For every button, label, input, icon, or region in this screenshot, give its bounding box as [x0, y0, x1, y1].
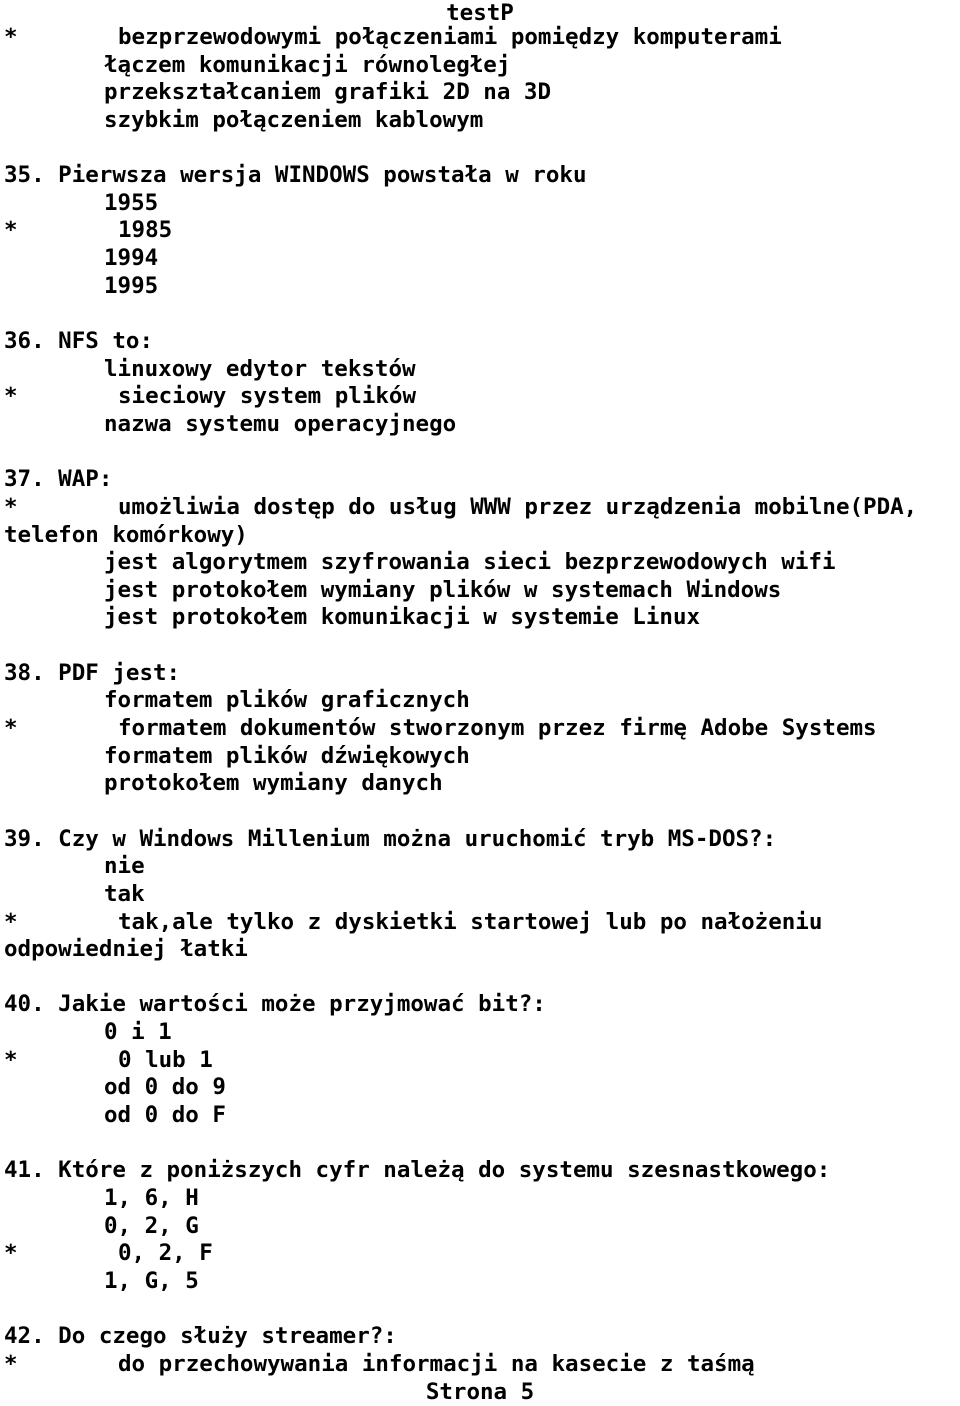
answer-text: linuxowy edytor tekstów [104, 355, 416, 382]
answer-text: 1985 [118, 217, 173, 244]
answer-text: szybkim połączeniem kablowym [104, 106, 484, 133]
answer-text: 0, 2, G [104, 1212, 199, 1239]
answer-option [4, 190, 960, 218]
answer-text: łączem komunikacji równoległej [104, 51, 511, 78]
answer-text: tak,ale tylko z dyskietki startowej lub po nałożeniu [118, 908, 823, 935]
answer-option [4, 217, 960, 245]
answer-text: 1995 [104, 272, 159, 299]
correct-answer-marker: * [4, 24, 18, 50]
question-label: 36. NFS to: [4, 328, 154, 355]
answer-text: tak [104, 880, 145, 907]
answer-option [4, 687, 960, 715]
answer-option [4, 494, 960, 522]
answer-option [4, 549, 960, 577]
answer-option [4, 1102, 960, 1130]
answer-option [4, 1268, 960, 1296]
spacer [4, 1130, 960, 1158]
answer-text: od 0 do 9 [104, 1074, 226, 1101]
answer-option [4, 715, 960, 743]
answer-text: formatem plików graficznych [104, 687, 470, 714]
answer-option [4, 743, 960, 771]
answer-option [4, 881, 960, 909]
answer-text: przekształcaniem grafiki 2D na 3D [104, 79, 552, 106]
answer-continuation-text: telefon komórkowy) [4, 521, 248, 548]
answer-option [4, 853, 960, 881]
spacer [4, 439, 960, 467]
answer-text: jest protokołem komunikacji w systemie Linux [104, 604, 701, 631]
question-label: 35. Pierwsza wersja WINDOWS powstała w roku [4, 162, 587, 189]
answer-option [4, 1185, 960, 1213]
answer-text: jest algorytmem szyfrowania sieci bezprzewodowych wifi [104, 549, 836, 576]
spacer [4, 964, 960, 992]
answer-option [4, 52, 960, 80]
answer-text: 1994 [104, 245, 159, 272]
question-text [4, 1323, 960, 1351]
question-text [4, 660, 960, 688]
answer-continuation-text: odpowiedniej łatki [4, 936, 248, 963]
correct-answer-marker: * [4, 715, 18, 742]
answer-option [4, 909, 960, 937]
answer-text: 1, 6, H [104, 1184, 199, 1211]
correct-answer-marker: * [4, 383, 18, 410]
answer-text: do przechowywania informacji na kasecie z taśmą [118, 1350, 755, 1377]
answer-option [4, 577, 960, 605]
spacer [4, 135, 960, 163]
answer-text: bezprzewodowymi połączeniami pomiędzy komputerami [118, 24, 782, 50]
correct-answer-marker: * [4, 493, 18, 520]
answer-text: umożliwia dostęp do usług WWW przez urządzenia mobilne(PDA, [118, 493, 918, 520]
answer-text: 1955 [104, 189, 159, 216]
answer-option [4, 770, 960, 798]
question-text [4, 1157, 960, 1185]
question-label: 37. WAP: [4, 466, 113, 493]
page-footer: Strona 5 [425, 1379, 535, 1405]
question-list [4, 24, 960, 1378]
question-text [4, 991, 960, 1019]
question-text [4, 328, 960, 356]
question-label: 39. Czy w Windows Millenium można uruchomić tryb MS-DOS?: [4, 825, 777, 852]
answer-continuation [4, 522, 960, 550]
answer-option [4, 24, 960, 52]
correct-answer-marker: * [4, 217, 18, 244]
answer-option [4, 273, 960, 301]
answer-text: od 0 do F [104, 1101, 226, 1128]
answer-continuation [4, 936, 960, 964]
question-label: 41. Które z poniższych cyfr należą do systemu szesnastkowego: [4, 1157, 831, 1184]
spacer [4, 1295, 960, 1323]
answer-text: nazwa systemu operacyjnego [104, 410, 457, 437]
correct-answer-marker: * [4, 1350, 18, 1377]
page-header: testP [446, 0, 514, 26]
answer-option [4, 604, 960, 632]
question-label: 38. PDF jest: [4, 659, 181, 686]
question-text [4, 466, 960, 494]
answer-option [4, 356, 960, 384]
answer-text: sieciowy system plików [118, 383, 417, 410]
question-label: 42. Do czego służy streamer?: [4, 1323, 397, 1350]
spacer [4, 632, 960, 660]
question-text [4, 826, 960, 854]
answer-option [4, 245, 960, 273]
answer-option [4, 107, 960, 135]
answer-option [4, 411, 960, 439]
answer-option [4, 79, 960, 107]
answer-text: formatem plików dźwiękowych [104, 742, 470, 769]
answer-option [4, 1019, 960, 1047]
correct-answer-marker: * [4, 908, 18, 935]
answer-text: protokołem wymiany danych [104, 770, 443, 797]
spacer [4, 300, 960, 328]
answer-text: jest protokołem wymiany plików w systemach Windows [104, 576, 782, 603]
answer-text: formatem dokumentów stworzonym przez firmę Adobe Systems [118, 715, 877, 742]
answer-option [4, 1074, 960, 1102]
answer-text: nie [104, 853, 145, 880]
question-label: 40. Jakie wartości może przyjmować bit?: [4, 991, 546, 1018]
answer-text: 0 lub 1 [118, 1046, 213, 1073]
answer-text: 0 i 1 [104, 1019, 172, 1046]
correct-answer-marker: * [4, 1240, 18, 1267]
answer-option [4, 1213, 960, 1241]
answer-option [4, 1240, 960, 1268]
answer-text: 0, 2, F [118, 1240, 213, 1267]
answer-text: 1, G, 5 [104, 1267, 199, 1294]
answer-option [4, 1351, 960, 1379]
answer-option [4, 1047, 960, 1075]
question-text [4, 162, 960, 190]
spacer [4, 798, 960, 826]
answer-option [4, 383, 960, 411]
correct-answer-marker: * [4, 1046, 18, 1073]
